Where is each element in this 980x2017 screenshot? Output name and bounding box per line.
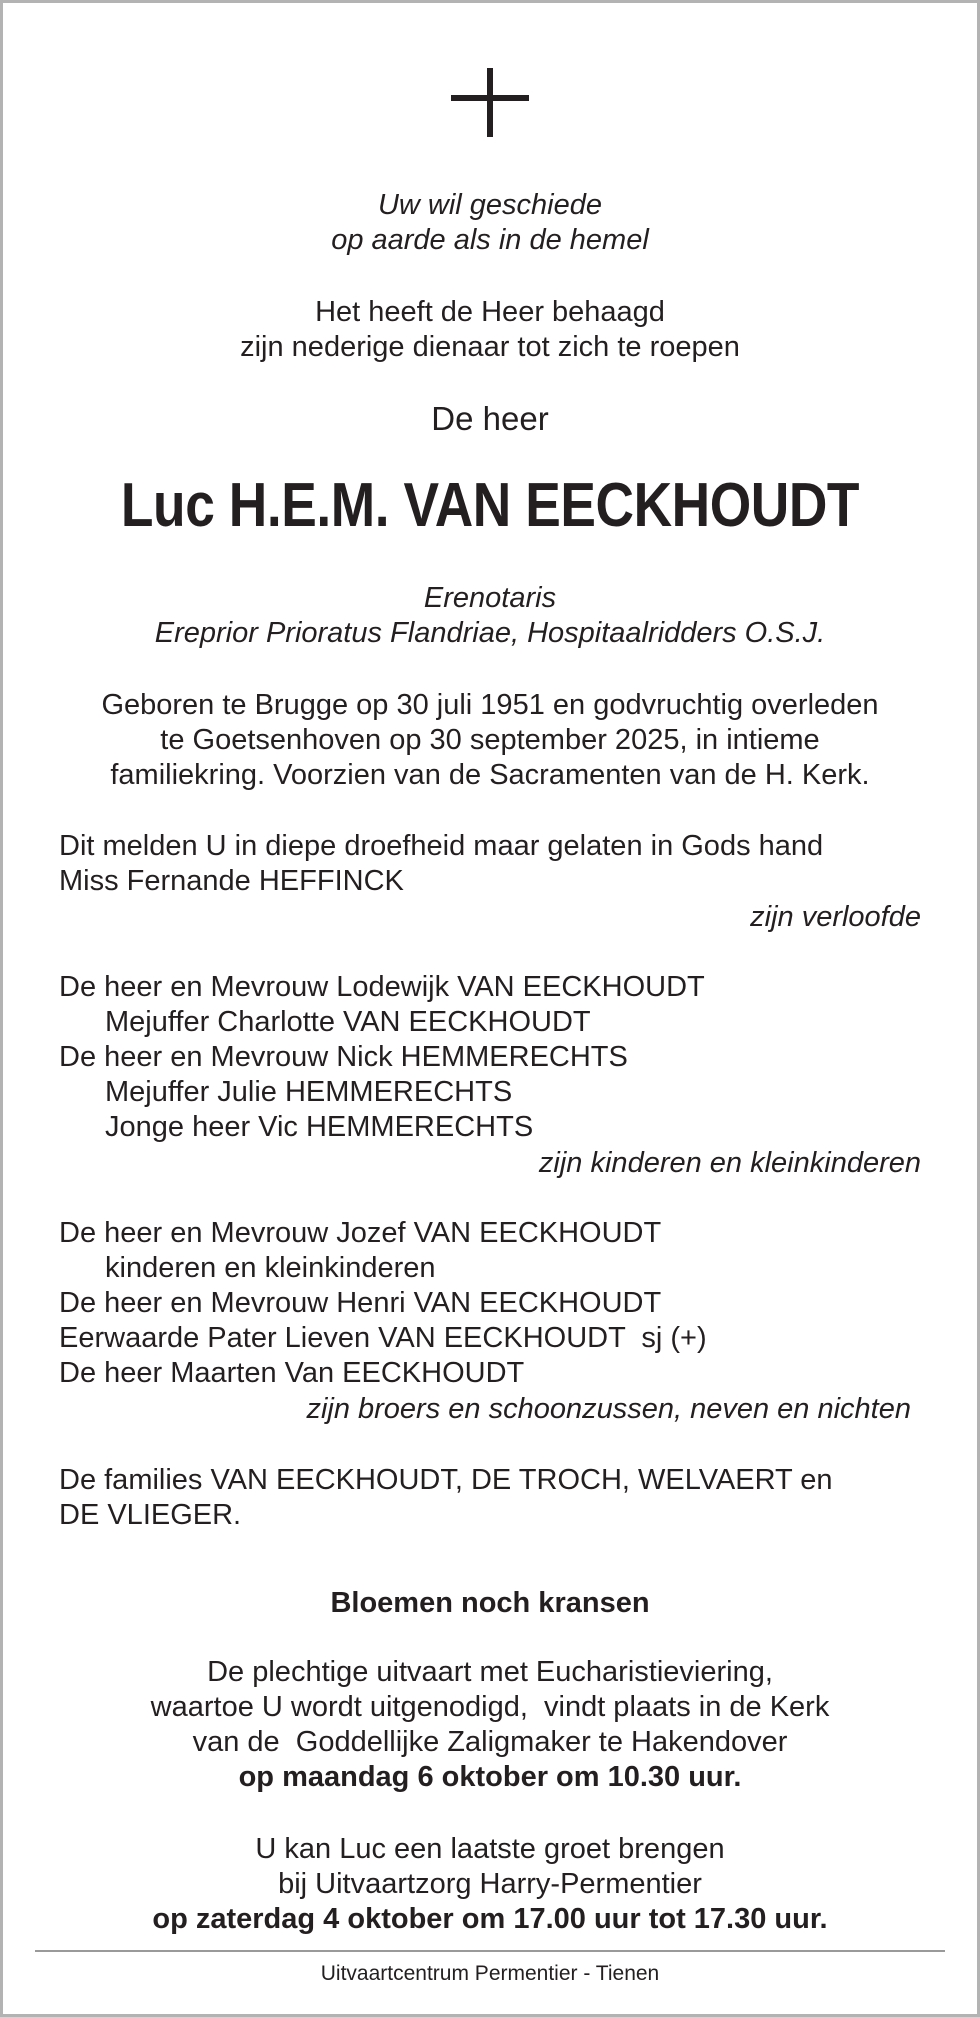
footer-divider xyxy=(35,1950,945,1952)
birth-death-line-1: Geboren te Brugge op 30 juli 1951 en godvruchtig overleden xyxy=(101,689,879,721)
fiancee-name: Miss Fernande HEFFINCK xyxy=(59,865,404,897)
announcement: Dit melden U in diepe droefheid maar gelaten in Gods hand xyxy=(59,830,824,862)
farewell-date: op zaterdag 4 oktober om 17.00 uur tot 17.30 uur. xyxy=(152,1903,828,1935)
footer-text: Uitvaartcentrum Permentier - Tienen xyxy=(320,1962,660,1985)
sibling-line-1: De heer en Mevrouw Jozef VAN EECKHOUDT xyxy=(59,1217,662,1249)
prayer-line-2: op aarde als in de hemel xyxy=(331,224,649,256)
families-line-1: De families VAN EECKHOUDT, DE TROCH, WELVAERT en xyxy=(59,1464,833,1496)
birth-death-line-3: familiekring. Voorzien van de Sacramenten van de H. Kerk. xyxy=(110,759,870,791)
honorific: De heer xyxy=(431,400,549,437)
child-line-2: Mejuffer Charlotte VAN EECKHOUDT xyxy=(105,1006,591,1038)
child-line-4: Mejuffer Julie HEMMERECHTS xyxy=(105,1076,513,1108)
fiancee-relation: zijn verloofde xyxy=(750,901,921,933)
children-relation: zijn kinderen en kleinkinderen xyxy=(538,1147,921,1179)
sibling-line-5: De heer Maarten Van EECKHOUDT xyxy=(59,1357,525,1389)
calling-line-1: Het heeft de Heer behaagd xyxy=(315,296,665,328)
families-line-2: DE VLIEGER. xyxy=(59,1499,242,1531)
funeral-line-3: van de Goddellijke Zaligmaker te Hakendover xyxy=(192,1726,788,1758)
child-line-1: De heer en Mevrouw Lodewijk VAN EECKHOUDT xyxy=(59,971,705,1003)
siblings-relation: zijn broers en schoonzussen, neven en nichten xyxy=(306,1393,911,1425)
calling-line-2: zijn nederige dienaar tot zich te roepen xyxy=(240,331,740,363)
funeral-line-2: waartoe U wordt uitgenodigd, vindt plaats in de Kerk xyxy=(150,1691,830,1723)
title-line-1: Erenotaris xyxy=(423,582,557,614)
child-line-3: De heer en Mevrouw Nick HEMMERECHTS xyxy=(59,1041,628,1073)
title-line-2: Ereprior Prioratus Flandriae, Hospitaalridders O.S.J. xyxy=(154,617,826,649)
sibling-line-2: kinderen en kleinkinderen xyxy=(105,1252,436,1284)
funeral-line-1: De plechtige uitvaart met Eucharistieviering, xyxy=(207,1656,773,1688)
sibling-line-3: De heer en Mevrouw Henri VAN EECKHOUDT xyxy=(59,1287,662,1319)
flowers-notice: Bloemen noch kransen xyxy=(330,1587,650,1619)
sibling-line-4: Eerwaarde Pater Lieven VAN EECKHOUDT sj (+) xyxy=(59,1322,707,1354)
funeral-date: op maandag 6 oktober om 10.30 uur. xyxy=(238,1761,742,1793)
farewell-line-2: bij Uitvaartzorg Harry-Permentier xyxy=(278,1868,702,1900)
farewell-line-1: U kan Luc een laatste groet brengen xyxy=(255,1833,725,1865)
deceased-name: Luc H.E.M. VAN EECKHOUDT xyxy=(120,471,860,540)
child-line-5: Jonge heer Vic HEMMERECHTS xyxy=(105,1111,534,1143)
prayer-line-1: Uw wil geschiede xyxy=(377,189,603,221)
birth-death-line-2: te Goetsenhoven op 30 september 2025, in intieme xyxy=(160,724,820,756)
